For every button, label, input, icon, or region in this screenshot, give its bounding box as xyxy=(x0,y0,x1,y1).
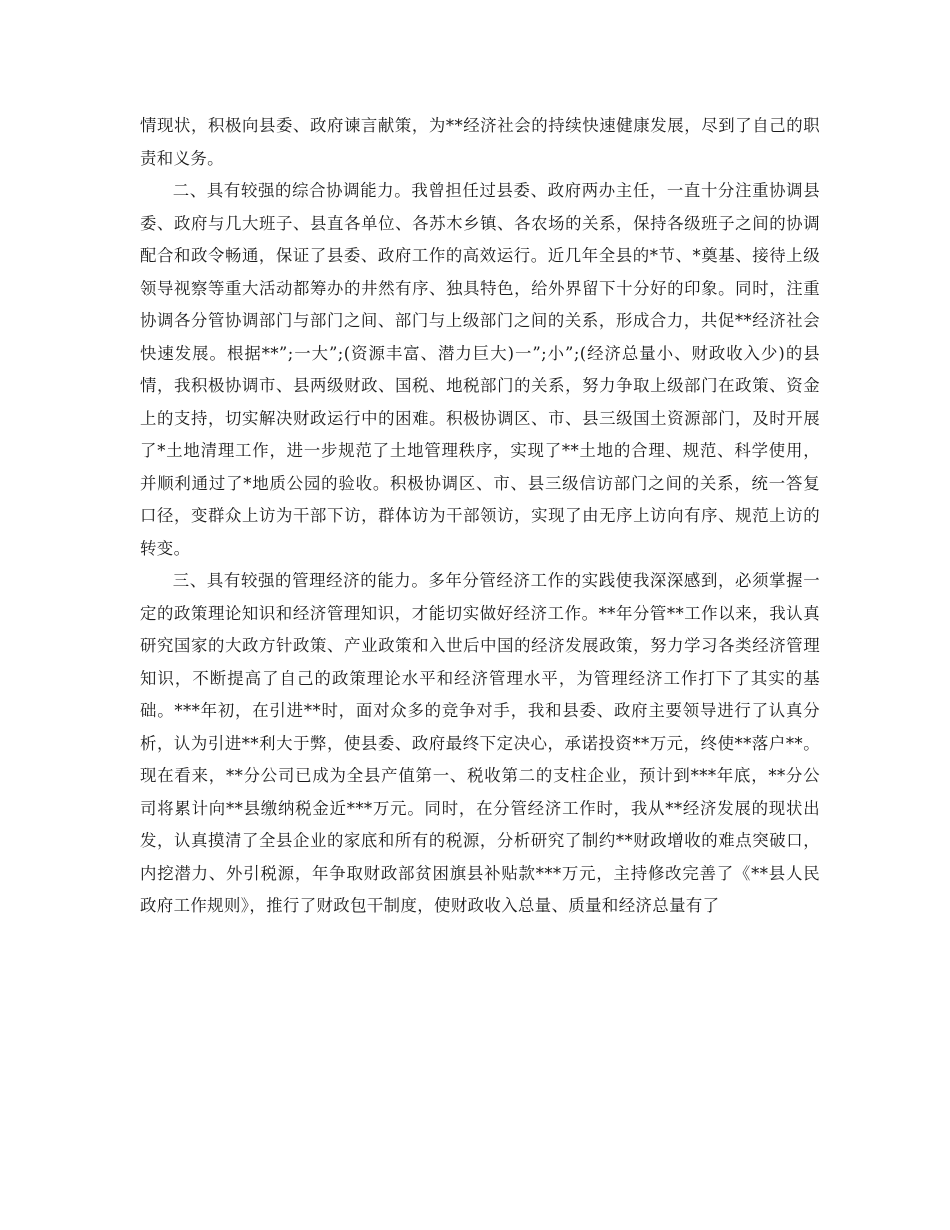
document-body xyxy=(140,110,820,923)
paragraph-continuation: 情现状，积极向县委、政府谏言献策，为**经济社会的持续快速健康发展，尽到了自己的职责和义务。 xyxy=(140,116,820,168)
paragraph-coordination-ability: 二、具有较强的综合协调能力。我曾担任过县委、政府两办主任，一直十分注重协调县委、政府与几大班子、县直各单位、各苏木乡镇、各农场的关系，保持各级班子之间的协调配合和政令畅通，保证了县委、政府工作的高效运行。近几年全县的*节、*奠基、接待上级领导视察等重大活动都筹办的井然有序、独具特色，给外界留下十分好的印象。同时，注重协调各分管协调部门与部门之间、部门与上级部门之间的关系，形成合力，共促**经济社会快速发展。根据**”;一大”;(资源丰富、潜力巨大)一”;小”;(经济总量小、财政收入少)的县情，我积极协调市、县两级财政、国税、地税部门的关系，努力争取上级部门在政策、资金上的支持，切实解决财政运行中的困难。积极协调区、市、县三级国土资源部门，及时开展了*土地清理工作，进一步规范了土地管理秩序，实现了**土地的合理、规范、科学使用，并顺利通过了*地质公园的验收。积极协调区、市、县三级信访部门之间的关系，统一答复口径，变群众上访为干部下访，群体访为干部领访，实现了由无序上访向有序、规范上访的转变。 xyxy=(140,181,820,558)
paragraph-economic-management-ability: 三、具有较强的管理经济的能力。多年分管经济工作的实践使我深深感到，必须掌握一定的政策理论知识和经济管理知识，才能切实做好经济工作。**年分管**工作以来，我认真研究国家的大政方针政策、产业政策和入世后中国的经济发展政策，努力学习各类经济管理知识，不断提高了自己的政策理论水平和经济管理水平，为管理经济工作打下了其实的基础。***年初，在引进**时，面对众多的竞争对手，我和县委、政府主要领导进行了认真分析，认为引进**利大于弊，使县委、政府最终下定决心，承诺投资**万元，终使**落户**。现在看来，**分公司已成为全县产值第一、税收第二的支柱企业，预计到***年底，**分公司将累计向**县缴纳税金近***万元。同时，在分管经济工作时，我从**经济发展的现状出发，认真摸清了全县企业的家底和所有的税源，分析研究了制约**财政增收的难点突破口，内挖潜力、外引税源，年争取财政部贫困旗县补贴款***万元，主持修改完善了《**县人民政府工作规则》，推行了财政包干制度，使财政收入总量、质量和经济总量有了 xyxy=(140,571,820,915)
